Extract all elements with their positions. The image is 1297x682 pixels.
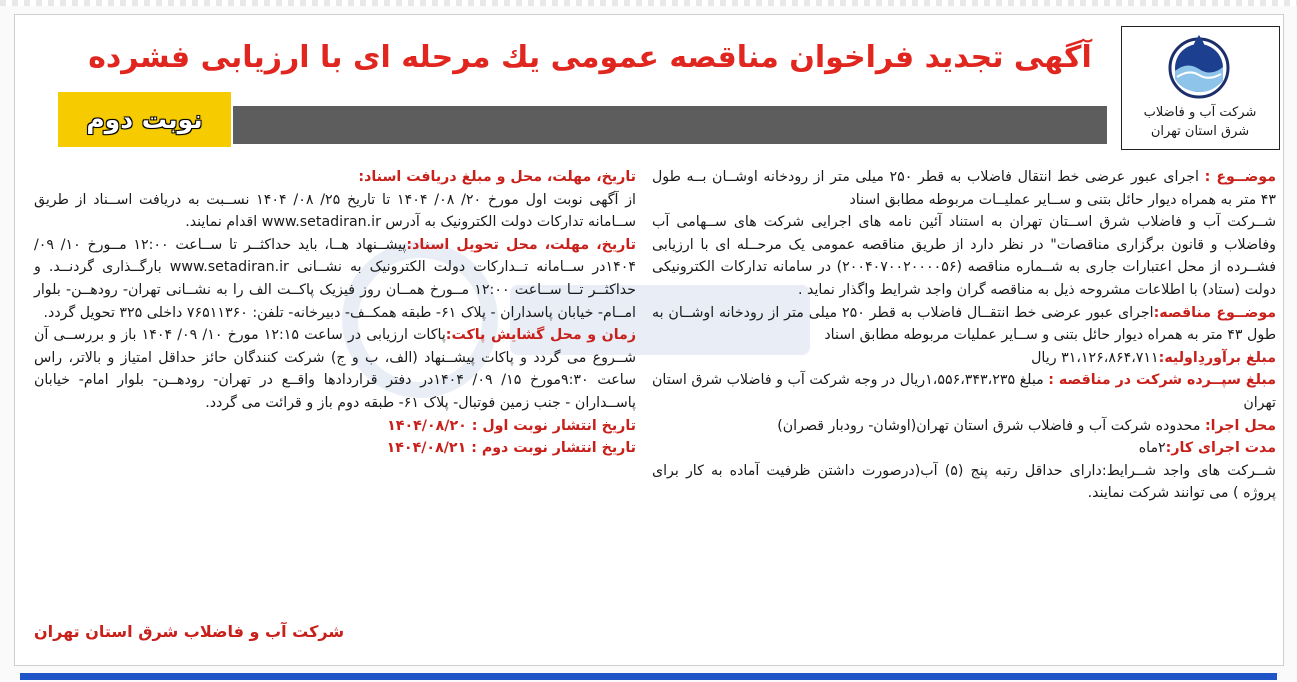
- water-drop-logo-icon: [1164, 31, 1234, 101]
- deposit-paragraph: [652, 369, 1276, 414]
- tender-subject-text: اجرای عبور عرضی خط انتقــال فاضلاب به قطر ۲۵۰ میلی متر از رودخانه اوشــان به طول ۴۳ متر به همراه دیوار حائل بتنی و ســایر عملیات مربوطه مطابق اسناد: [652, 304, 1276, 344]
- pub1-date: ۱۴۰۴/۰۸/۲۰: [387, 417, 472, 434]
- location-label: محل اجرا:: [1204, 417, 1276, 434]
- company-logo-box: [1121, 26, 1280, 150]
- right-column: [652, 166, 1276, 505]
- pub2-paragraph: [34, 437, 636, 460]
- submit-text: پیشــنهاد هــا، باید حداکثــر تا ســاعت ۱۲:۰۰ مــورخ ۱۰/ ۰۹/ ۱۴۰۴در ســامانه تــدارکات دولت الکترونیک به نشــانی www.setadiran.ir بارگــذاری گردنــد. و حداکثــر تــا ســاعت ۱۲:۰۰ مــورخ همــان روز فیزیک پاکــت الف را به نشــانی تهران- رودهــن- بلوار امــام- خیابان پاسداران - پلاک ۶۱- طبقه همکــف- دبیرخانه- تلفن: ۷۶۵۱۱۳۶۰ داخلی ۳۲۵ تحویل گردد.: [34, 236, 636, 321]
- tender-subject-paragraph: [652, 302, 1276, 347]
- pub2-label: تاریخ انتشار نوبت دوم :: [471, 440, 636, 457]
- subject-text: اجرای عبور عرضی خط انتقال فاضلاب به قطر ۲۵۰ میلی متر از رودخانه اوشــان بــه طول ۴۳ متر به همراه دیوار حائل بتنی و ســایر عملیــات مربوطه مطابق اسناد: [652, 169, 1276, 208]
- deposit-label: مبلغ سپــرده شرکت در مناقصه :: [1048, 372, 1276, 389]
- signature: شرکت آب و فاضلاب شرق استان تهران: [34, 622, 345, 641]
- duration-value: ۲ماه: [1138, 440, 1166, 457]
- round-badge: [58, 92, 231, 147]
- page-title: آگهی تجدید فراخوان مناقصه عمومی یك مرحله ای با ارزیابی فشرده: [88, 40, 1092, 75]
- title-underline-bar: [233, 106, 1107, 144]
- bottom-border: [20, 673, 1277, 680]
- company-name-line1: شرکت آب و فاضلاب: [1143, 105, 1257, 120]
- estimate-value: ۳۱،۱۲۶،۸۶۴،۷۱۱ ریال: [1031, 349, 1159, 366]
- duration-label: مدت اجرای کار:: [1165, 440, 1276, 457]
- company-name-line2: شرق استان تهران: [1150, 124, 1250, 139]
- deposit-text: مبلغ ۱،۵۵۶،۳۴۳،۲۳۵ریال در وجه شرکت آب و فاضلاب شرق استان تهران: [652, 372, 1276, 411]
- pub1-paragraph: [34, 415, 636, 438]
- location-text: محدوده شرکت آب و فاضلاب شرق استان تهران(اوشان- رودبار قصران): [777, 417, 1205, 434]
- submit-label: تاریخ، مهلت، محل تحویل اسناد:: [406, 236, 636, 253]
- intro-paragraph: شــرکت آب و فاضلاب شرق اســتان تهران به استناد آئین نامه های اجرایی شرکت های ســهامی آب وفاضلاب و قانون برگزاری مناقصات" در نظر دارد از طریق مناقصه عمومی یک مرحــله ای با ارزیابی فشــرده از محل اعتبارات جاری به شــماره مناقصه (۲۰۰۴۰۷۰۰۲۰۰۰۰۵۶) در سامانه تدارکات الکترونیکی دولت (ستاد) با اطلاعات مشروحه ذیل به مناقصه گران واجد شرایط واگذار نماید .: [652, 214, 1276, 298]
- left-column: [34, 166, 636, 460]
- docs-label: تاریخ، مهلت، محل و مبلغ دریافت اسناد:: [358, 169, 636, 185]
- docs-paragraph: از آگهی نوبت اول مورخ ۲۰/ ۰۸/ ۱۴۰۴ تا تاریخ ۲۵/ ۰۸/ ۱۴۰۴ نســبت به دریافت اســناد از طریق ســامانه تدارکات دولت الکترونیک به آدرس www.setadiran.ir اقدام نمایند.: [34, 191, 636, 231]
- subject-label: موضــوع :: [1204, 169, 1276, 185]
- company-name: [1126, 103, 1274, 141]
- location-paragraph: [652, 415, 1276, 438]
- eligibility-paragraph: شــرکت های واجد شــرایط:دارای حداقل رتبه پنج (۵) آب(درصورت داشتن ظرفیت آماده به کار برای پروژه ) می توانند شرکت نمایند.: [652, 462, 1276, 502]
- docs-heading: [34, 166, 636, 189]
- round-badge-label: نوبت دوم: [86, 105, 203, 134]
- estimate-label: مبلغ برآوردِاولیه:: [1158, 349, 1276, 366]
- submit-paragraph: [34, 234, 636, 324]
- pub1-label: تاریخ انتشار نوبت اول :: [471, 417, 636, 434]
- estimate-paragraph: [652, 347, 1276, 370]
- pub2-date: ۱۴۰۴/۰۸/۲۱: [386, 440, 472, 457]
- opening-label: زمان و محل گشایش پاکت:: [445, 327, 636, 344]
- opening-paragraph: [34, 324, 636, 414]
- tender-subject-label: موضــوع مناقصه:: [1153, 304, 1276, 321]
- duration-paragraph: [652, 437, 1276, 460]
- opening-text: پاکات ارزیابی در ساعت ۱۲:۱۵ مورخ ۱۰/ ۰۹/ ۱۴۰۴ باز و بررســی آن شــروع می گردد و پاکات پیشــنهاد (الف، ب و ج) شرکت کنندگان حائز حداقل امتیاز و بالاتر، راس ساعت ۹:۳۰مورخ ۱۵/ ۰۹/ ۱۴۰۴در دفتر قراردادها واقــع در تهران- رودهــن- بلوار امام- خیابان پاســداران - جنب زمین فوتبال- پلاک ۶۱- طبقه دوم باز و قرائت می گردد.: [34, 327, 636, 411]
- subject-paragraph: [652, 166, 1276, 211]
- top-border: [0, 0, 1297, 6]
